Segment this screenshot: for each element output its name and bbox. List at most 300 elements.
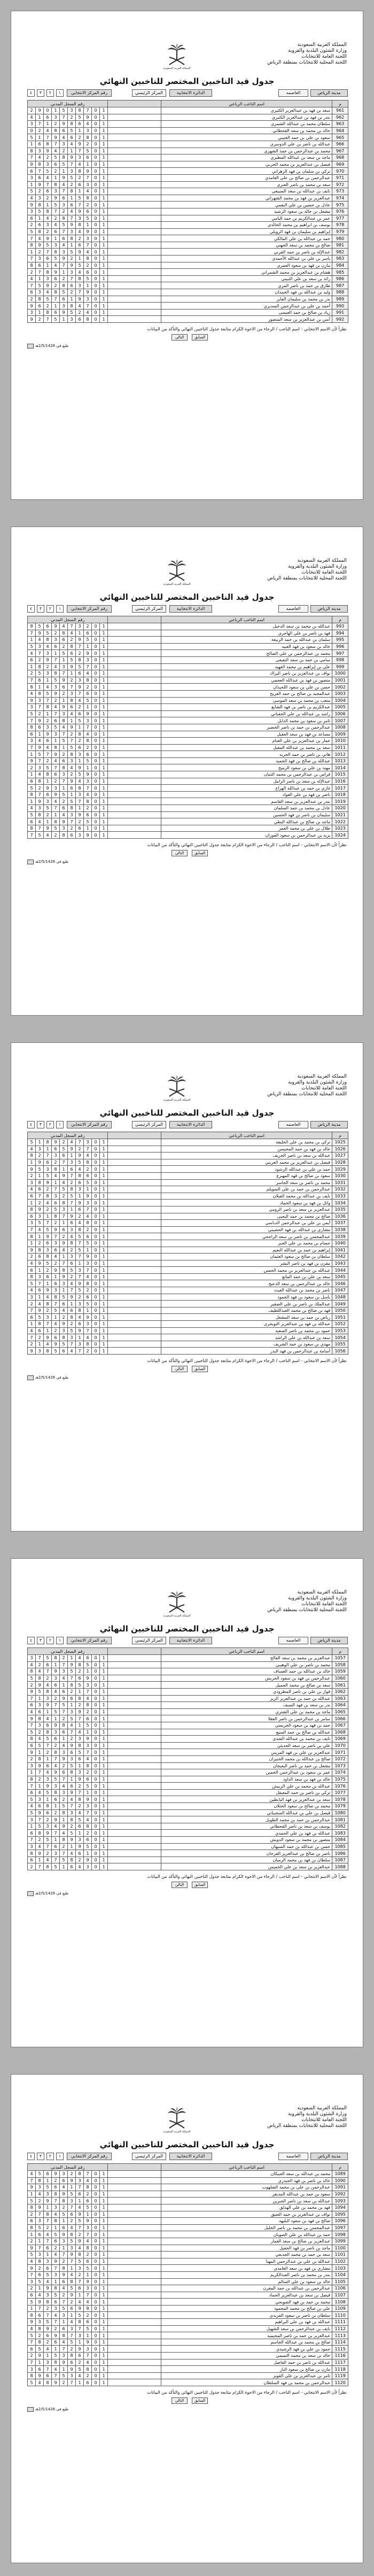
id-digit-cell: 9 xyxy=(44,282,52,289)
id-digit-cell: 1 xyxy=(68,1843,76,1850)
id-digit-cell: 1 xyxy=(100,202,108,208)
id-digit-cell: 8 xyxy=(68,1682,76,1689)
id-digit-cell: 2 xyxy=(68,1736,76,1743)
id-digit-cell: 2 xyxy=(60,2258,68,2265)
emblem-caption: المملكة العربية السعودية xyxy=(163,583,191,586)
id-digit-cell: 4 xyxy=(52,1172,60,1179)
id-digit-cell: 0 xyxy=(92,1776,100,1783)
id-digit-cell: 8 xyxy=(76,1226,84,1233)
spacer-cell xyxy=(108,650,161,657)
id-digit-cell: 7 xyxy=(28,2177,36,2184)
table-row xyxy=(28,677,348,684)
id-digit-cell: 8 xyxy=(52,818,60,825)
voter-name-cell: أنس بن عبدالعزيز بن سعد المنصور xyxy=(161,316,332,323)
id-digit-cell: 3 xyxy=(44,222,52,229)
spacer-cell xyxy=(108,1783,161,1790)
id-digit-cell: 5 xyxy=(68,1715,76,1722)
id-digit-cell: 3 xyxy=(68,690,76,697)
table-row xyxy=(28,1166,348,1173)
voter-name-cell: حمود بن علي بن فهد الرشيدي xyxy=(161,2346,332,2353)
table-row xyxy=(28,269,348,276)
id-digit-cell: 6 xyxy=(84,2319,92,2326)
spacer-cell xyxy=(108,2224,161,2231)
id-digit-cell: 1 xyxy=(28,751,36,758)
id-digit-cell: 6 xyxy=(52,2339,60,2346)
id-digit-cell: 6 xyxy=(52,228,60,235)
voter-name-cell: سعد بن عبدالله بن علي الراشد xyxy=(161,1334,332,1341)
voter-name-cell: فهد بن صالح بن محمد العبداللطيف xyxy=(161,1307,332,1314)
voter-name-cell: عبدالله بن فهد بن علي الحمدي xyxy=(161,1830,332,1837)
spacer-cell xyxy=(108,1742,161,1749)
center-number-label: رقم المركز الانتخابي xyxy=(67,605,112,613)
table-row xyxy=(28,1708,348,1715)
id-digit-cell: 3 xyxy=(76,215,84,222)
id-digit-cell: 5 xyxy=(68,1668,76,1675)
voter-name-cell: عبدالعزيز بن فهد بن محمد الشهراني xyxy=(161,195,332,202)
id-digit-cell: 6 xyxy=(28,1193,36,1200)
id-digit-cell: 2 xyxy=(28,107,36,114)
id-digit-cell: 9 xyxy=(84,1736,92,1743)
id-digit-cell: 4 xyxy=(68,141,76,148)
id-digit-cell: 3 xyxy=(60,1749,68,1756)
id-digit-cell: 4 xyxy=(60,623,68,630)
id-digit-cell: 3 xyxy=(84,1863,92,1870)
prev-button[interactable]: السابق xyxy=(192,2397,208,2404)
table-row xyxy=(28,1803,348,1810)
id-digit-cell: 2 xyxy=(36,656,44,663)
id-digit-cell: 9 xyxy=(36,2299,44,2306)
next-button[interactable]: التالي xyxy=(172,1882,188,1888)
spacer-cell xyxy=(108,623,161,630)
id-digit-cell: 2 xyxy=(76,1294,84,1301)
id-digit-cell: 8 xyxy=(60,2265,68,2272)
row-number-cell: 1032 xyxy=(332,1186,348,1193)
spacer-cell xyxy=(108,785,161,792)
id-digit-cell: 2 xyxy=(36,1240,44,1247)
id-digit-cell: 1 xyxy=(52,107,60,114)
id-digit-cell: 1 xyxy=(100,228,108,235)
id-digit-cell: 3 xyxy=(36,195,44,202)
row-number-cell: 987 xyxy=(332,282,348,289)
row-number-cell: 1004 xyxy=(332,697,348,704)
id-digit-cell: 1 xyxy=(28,141,36,148)
id-digit-cell: 0 xyxy=(92,2278,100,2285)
id-digit-cell: 9 xyxy=(44,731,52,738)
id-digit-cell: 8 xyxy=(28,1850,36,1857)
id-digit-cell: 5 xyxy=(36,832,44,839)
row-number-cell: 1119 xyxy=(332,2372,348,2379)
id-digit-cell: 6 xyxy=(44,623,52,630)
table-header-row xyxy=(28,616,348,623)
id-digit-cell: 7 xyxy=(68,2332,76,2339)
prev-button[interactable]: السابق xyxy=(192,850,208,856)
id-digit-cell: 8 xyxy=(36,2177,44,2184)
id-digit-cell: 7 xyxy=(44,2218,52,2225)
voter-name-cell: إبراهيم بن سليمان بن فهد الرويلي xyxy=(161,228,332,235)
voter-name-cell: عبدالمحسن بن محمد بن ناصر الخليل xyxy=(161,2224,332,2231)
prev-button[interactable]: السابق xyxy=(192,1366,208,1372)
row-number-cell: 978 xyxy=(332,222,348,229)
id-digit-cell: 6 xyxy=(28,1789,36,1796)
id-digit-cell: 2 xyxy=(60,1796,68,1803)
id-digit-cell: 9 xyxy=(84,2339,92,2346)
id-digit-cell: 9 xyxy=(44,1783,52,1790)
id-digit-cell: 1 xyxy=(44,2252,52,2258)
voter-list-page xyxy=(11,1042,363,1531)
row-number-cell: 966 xyxy=(332,141,348,148)
id-digit-cell: 9 xyxy=(60,1695,68,1702)
table-row xyxy=(28,757,348,764)
id-digit-cell: 2 xyxy=(44,195,52,202)
id-digit-cell: 3 xyxy=(76,1837,84,1844)
id-digit-cell: 3 xyxy=(68,1334,76,1341)
row-number-cell: 1083 xyxy=(332,1830,348,1837)
voter-name-cell: عبدالله بن ناصر بن علي الدوسري xyxy=(161,141,332,148)
id-digit-cell: 9 xyxy=(52,1226,60,1233)
id-digit-cell: 1 xyxy=(100,1287,108,1294)
id-digit-cell: 1 xyxy=(28,2231,36,2238)
row-number-cell: 1115 xyxy=(332,2346,348,2353)
id-digit-cell: 6 xyxy=(84,690,92,697)
id-digit-cell: 1 xyxy=(36,1749,44,1756)
row-number-cell: 1006 xyxy=(332,710,348,717)
id-digit-cell: 6 xyxy=(84,1776,92,1783)
id-digit-cell: 1 xyxy=(52,2346,60,2353)
emblem-caption: المملكة العربية السعودية xyxy=(163,1614,191,1618)
id-digit-cell: 2 xyxy=(84,2191,92,2198)
id-digit-cell: 1 xyxy=(28,637,36,644)
id-digit-cell: 8 xyxy=(28,2224,36,2231)
voter-name-cell: حمد بن عبدالله بن علي المالكي xyxy=(161,235,332,242)
id-digit-cell: 6 xyxy=(84,811,92,818)
id-digit-cell: 6 xyxy=(84,208,92,215)
spacer-cell xyxy=(108,1816,161,1823)
id-digit-cell: 4 xyxy=(84,2359,92,2366)
id-digit-cell: 2 xyxy=(60,1139,68,1146)
voter-name-cell: مشعل بن حمد بن ناصر البعيجان xyxy=(161,1762,332,1769)
id-digit-cell: 5 xyxy=(36,2346,44,2353)
id-digit-cell: 4 xyxy=(44,1856,52,1863)
spacer-cell xyxy=(108,764,161,771)
id-digit-cell: 6 xyxy=(52,1280,60,1287)
id-digit-cell: 1 xyxy=(100,1816,108,1823)
id-digit-cell: 8 xyxy=(44,1863,52,1870)
id-digit-cell: 4 xyxy=(76,1729,84,1736)
id-digit-cell: 3 xyxy=(52,2271,60,2278)
id-digit-cell: 6 xyxy=(52,717,60,724)
id-digit-cell: 4 xyxy=(52,1254,60,1260)
voter-name-cell: إبراهيم بن حمد بن عبدالله النعيم xyxy=(161,1247,332,1254)
row-number-cell: 996 xyxy=(332,643,348,650)
id-digit-cell: 0 xyxy=(92,643,100,650)
id-digit-cell: 5 xyxy=(28,1280,36,1287)
spacer-column-header xyxy=(108,100,161,107)
id-digit-cell: 8 xyxy=(28,2312,36,2319)
id-digit-cell: 1 xyxy=(68,296,76,303)
id-digit-cell: 6 xyxy=(60,637,68,644)
id-digit-cell: 3 xyxy=(36,764,44,771)
id-digit-cell: 5 xyxy=(60,738,68,745)
id-digit-cell: 3 xyxy=(76,832,84,839)
ministry-line: اللجنة العامة للانتخابات xyxy=(301,570,347,575)
district-label: الدائرة الانتخابية xyxy=(169,1121,212,1128)
id-digit-cell: 2 xyxy=(76,650,84,657)
id-digit-cell: 9 xyxy=(28,202,36,208)
id-digit-cell: 1 xyxy=(68,1702,76,1709)
id-digit-cell: 0 xyxy=(92,1695,100,1702)
ministry-line: وزارة الشئون البلدية والقروية xyxy=(288,1596,347,1601)
id-digit-cell: 3 xyxy=(52,1729,60,1736)
id-digit-cell: 8 xyxy=(68,697,76,704)
id-digit-cell: 4 xyxy=(52,262,60,269)
id-digit-cell: 2 xyxy=(44,1749,52,1756)
id-digit-cell: 0 xyxy=(92,738,100,745)
number-column-header: م xyxy=(332,2164,348,2171)
id-digit-cell: 6 xyxy=(60,757,68,764)
voter-name-cell: حمد بن علي بن عبدالله الرشود xyxy=(161,1166,332,1173)
id-digit-cell: 2 xyxy=(84,623,92,630)
id-digit-cell: 6 xyxy=(28,1314,36,1321)
row-number-cell: 1081 xyxy=(332,1816,348,1823)
voter-name-cell: رائد بن سعد بن علي الثبيتي xyxy=(161,275,332,282)
table-row xyxy=(28,2218,348,2225)
table-row xyxy=(28,1729,348,1736)
id-digit-cell: 2 xyxy=(76,2231,84,2238)
id-digit-cell: 3 xyxy=(60,771,68,778)
spacer-cell xyxy=(108,1273,161,1280)
id-digit-cell: 2 xyxy=(36,2265,44,2272)
id-digit-cell: 8 xyxy=(68,2278,76,2285)
id-digit-cell: 7 xyxy=(84,1327,92,1334)
voter-name-cell: منصور بن محمد بن سعود الدويش xyxy=(161,1837,332,1844)
id-digit-cell: 4 xyxy=(84,2177,92,2184)
id-digit-cell: 0 xyxy=(92,174,100,181)
voter-name-cell: علي بن ناصر بن سعد الحديثي xyxy=(161,1742,332,1749)
id-digit-cell: 1 xyxy=(100,1809,108,1816)
id-digit-cell: 6 xyxy=(36,303,44,310)
id-digit-cell: 6 xyxy=(60,1301,68,1308)
spacer-cell xyxy=(108,1226,161,1233)
id-digit-cell: 1 xyxy=(52,174,60,181)
table-row xyxy=(28,2278,348,2285)
id-digit-cell: 1 xyxy=(60,1254,68,1260)
voter-name-cell: وليد بن عبدالله بن فهد الحمدان xyxy=(161,289,332,296)
id-digit-cell: 3 xyxy=(84,1260,92,1267)
id-digit-cell: 4 xyxy=(60,1830,68,1837)
center-number-label: رقم المركز الانتخابي xyxy=(67,89,112,97)
id-digit-cell: 5 xyxy=(52,256,60,262)
row-number-cell: 1065 xyxy=(332,1708,348,1715)
table-row xyxy=(28,704,348,711)
id-digit-cell: 1 xyxy=(100,2305,108,2312)
spacer-cell xyxy=(108,1830,161,1837)
id-digit-cell: 3 xyxy=(36,148,44,154)
id-digit-cell: 0 xyxy=(92,1755,100,1762)
voter-table xyxy=(27,616,348,839)
spacer-cell xyxy=(108,731,161,738)
row-number-cell: 1011 xyxy=(332,744,348,751)
id-digit-cell: 4 xyxy=(60,1179,68,1186)
table-row xyxy=(28,785,348,792)
id-digit-cell: 3 xyxy=(28,1843,36,1850)
id-digit-cell: 6 xyxy=(84,630,92,637)
id-digit-cell: 9 xyxy=(60,256,68,262)
id-digit-cell: 1 xyxy=(60,1682,68,1689)
id-digit-cell: 9 xyxy=(52,2379,60,2386)
id-digit-cell: 4 xyxy=(60,1742,68,1749)
table-row xyxy=(28,188,348,195)
next-button[interactable]: التالي xyxy=(172,1366,188,1372)
table-row xyxy=(28,1843,348,1850)
table-row xyxy=(28,637,348,644)
id-digit-cell: 7 xyxy=(36,704,44,711)
table-row xyxy=(28,1341,348,1348)
prev-button[interactable]: السابق xyxy=(192,334,208,341)
id-column-header: رقم السجل المدني xyxy=(28,100,108,107)
id-digit-cell: 9 xyxy=(60,1321,68,1328)
row-number-cell: 1014 xyxy=(332,764,348,771)
spacer-cell xyxy=(108,309,161,316)
spacer-cell xyxy=(108,1301,161,1308)
next-button[interactable]: التالي xyxy=(172,850,188,856)
id-digit-cell: 1 xyxy=(44,2204,52,2211)
id-digit-cell: 2 xyxy=(68,256,76,262)
ministry-header xyxy=(186,558,347,582)
voter-name-cell: محمد بن ناصر بن سعد الجاسر xyxy=(161,1179,332,1186)
id-digit-cell: 4 xyxy=(76,1809,84,1816)
id-digit-cell: 1 xyxy=(28,1823,36,1830)
id-digit-cell: 2 xyxy=(68,2171,76,2178)
id-digit-cell: 5 xyxy=(84,215,92,222)
row-number-cell: 1041 xyxy=(332,1247,348,1254)
id-digit-cell: 5 xyxy=(84,1661,92,1668)
prev-button[interactable]: السابق xyxy=(192,1882,208,1888)
spacer-cell xyxy=(108,1213,161,1220)
table-row xyxy=(28,1159,348,1166)
id-digit-cell: 2 xyxy=(36,188,44,195)
id-digit-cell: 8 xyxy=(76,656,84,663)
table-row xyxy=(28,316,348,323)
voter-name-cell: مشعل بن خالد بن سعود الرشيد xyxy=(161,208,332,215)
id-digit-cell: 6 xyxy=(36,2231,44,2238)
id-digit-cell: 1 xyxy=(100,2211,108,2218)
row-number-cell: 1090 xyxy=(332,2177,348,2184)
id-digit-cell: 6 xyxy=(84,1715,92,1722)
id-digit-cell: 7 xyxy=(36,1193,44,1200)
id-digit-cell: 6 xyxy=(84,2379,92,2386)
id-digit-cell: 3 xyxy=(60,249,68,256)
id-digit-cell: 4 xyxy=(60,2339,68,2346)
id-digit-cell: 4 xyxy=(68,208,76,215)
id-digit-cell: 4 xyxy=(68,1280,76,1287)
row-number-cell: 1069 xyxy=(332,1736,348,1743)
spacer-cell xyxy=(108,1695,161,1702)
id-digit-cell: 6 xyxy=(28,731,36,738)
spacer-cell xyxy=(108,1193,161,1200)
id-digit-cell: 0 xyxy=(92,1688,100,1695)
row-number-cell: 1104 xyxy=(332,2271,348,2278)
id-digit-cell: 3 xyxy=(60,141,68,148)
id-digit-cell: 2 xyxy=(44,1186,52,1193)
id-digit-cell: 0 xyxy=(92,1307,100,1314)
id-digit-cell: 1 xyxy=(100,2245,108,2252)
id-digit-cell: 8 xyxy=(84,1341,92,1348)
id-digit-cell: 3 xyxy=(28,1655,36,1662)
id-digit-cell: 1 xyxy=(52,1837,60,1844)
main-center-label: المركز الرئيسي xyxy=(132,605,166,613)
id-digit-cell: 2 xyxy=(52,168,60,175)
id-digit-cell: 1 xyxy=(100,1695,108,1702)
id-digit-cell: 4 xyxy=(28,690,36,697)
id-digit-cell: 8 xyxy=(44,2211,52,2218)
id-digit-cell: 5 xyxy=(52,677,60,684)
id-digit-cell: 8 xyxy=(44,1688,52,1695)
id-digit-cell: 3 xyxy=(68,168,76,175)
id-digit-cell: 8 xyxy=(84,798,92,805)
id-digit-cell: 2 xyxy=(60,148,68,154)
id-digit-cell: 1 xyxy=(76,127,84,134)
voter-name-cell: فراس بن عبدالرحمن بن محمد الثنيان xyxy=(161,771,332,778)
id-digit-cell: 3 xyxy=(44,1695,52,1702)
id-digit-cell: 8 xyxy=(28,1736,36,1743)
id-digit-cell: 1 xyxy=(100,825,108,832)
next-button[interactable]: التالي xyxy=(172,334,188,341)
spacer-cell xyxy=(108,2346,161,2353)
id-digit-cell: 5 xyxy=(36,1166,44,1173)
id-digit-cell: 5 xyxy=(44,168,52,175)
id-digit-cell: 1 xyxy=(100,215,108,222)
id-digit-cell: 3 xyxy=(84,296,92,303)
spacer-cell xyxy=(108,697,161,704)
id-digit-cell: 4 xyxy=(28,195,36,202)
spacer-cell xyxy=(108,1837,161,1844)
next-button[interactable]: التالي xyxy=(172,2397,188,2404)
id-digit-cell: 6 xyxy=(44,2265,52,2272)
id-digit-cell: 9 xyxy=(68,2177,76,2184)
id-digit-cell: 7 xyxy=(60,114,68,121)
id-digit-cell: 0 xyxy=(92,1193,100,1200)
id-digit-cell: 6 xyxy=(44,1240,52,1247)
id-digit-cell: 4 xyxy=(28,1146,36,1152)
id-digit-cell: 3 xyxy=(68,2325,76,2332)
id-digit-cell: 0 xyxy=(92,663,100,670)
id-digit-cell: 1 xyxy=(68,195,76,202)
table-row xyxy=(28,1850,348,1857)
id-digit-cell: 4 xyxy=(60,724,68,731)
id-digit-cell: 2 xyxy=(84,2372,92,2379)
id-digit-cell: 5 xyxy=(28,2379,36,2386)
id-digit-cell: 7 xyxy=(68,684,76,691)
spacer-cell xyxy=(108,202,161,208)
row-number-cell: 1050 xyxy=(332,1307,348,1314)
id-digit-cell: 7 xyxy=(68,275,76,282)
id-digit-cell: 4 xyxy=(44,832,52,839)
voter-name-cell: فواز بن علي بن ناصر المطرودي xyxy=(161,1688,332,1695)
id-digit-cell: 9 xyxy=(76,1200,84,1206)
id-digit-cell: 5 xyxy=(76,1749,84,1756)
id-digit-cell: 4 xyxy=(36,1789,44,1796)
id-digit-cell: 2 xyxy=(36,1152,44,1159)
id-digit-cell: 7 xyxy=(36,2211,44,2218)
id-digit-cell: 7 xyxy=(44,1843,52,1850)
id-digit-cell: 9 xyxy=(84,1675,92,1682)
id-digit-cell: 1 xyxy=(68,242,76,249)
voter-list-page xyxy=(11,2074,363,2563)
center-digit: ٢ xyxy=(46,1121,54,1128)
id-digit-cell: 0 xyxy=(92,1348,100,1355)
spacer-cell xyxy=(108,1863,161,1870)
id-digit-cell: 1 xyxy=(52,1803,60,1810)
